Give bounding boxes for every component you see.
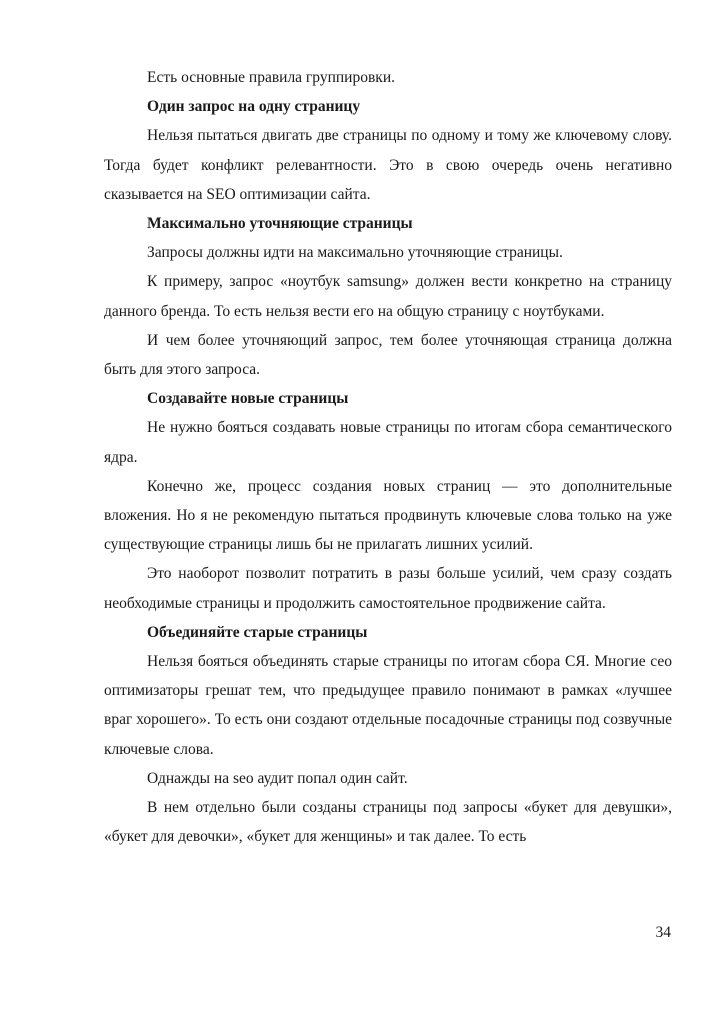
page-content [104,63,672,851]
paragraph: В нем отдельно были созданы страницы под запросы «букет для девушки», «букет для девочки», «букет для женщины» и так далее. То есть [104,799,672,846]
paragraph: Запросы должны идти на максимально уточняющие страницы. [147,244,563,262]
section-heading: Максимально уточняющие страницы [147,215,413,233]
section-heading: Создавайте новые страницы [147,390,349,408]
section-heading: Объединяйте старые страницы [147,623,368,641]
paragraph: Нельзя бояться объединять старые страницы по итогам сбора СЯ. Многие сео оптимизаторы грешат тем, что предыдущее правило понимают в рамках «лучшее враг хорошего». То есть они создают отдельные посадочные страницы под созвучные ключевые слова. [104,653,672,758]
paragraph: И чем более уточняющий запрос, тем более уточняющая страница должна быть для этого запроса. [104,331,672,379]
paragraph: Однажды на seo аудит попал один сайт. [147,769,408,787]
paragraph: Это наоборот позволит потратить в разы больше усилий, чем сразу создать необходимые страницы и продолжить самостоятельное продвижение сайта. [104,565,672,612]
paragraph: Не нужно бояться создавать новые страницы по итогам сбора семантического ядра. [104,419,672,466]
section-heading: Один запрос на одну страницу [147,98,361,116]
paragraph: Конечно же, процесс создания новых страниц — это дополнительные вложения. Но я не рекомендую пытаться продвинуть ключевые слова только на уже существующие страницы лишь бы не прилагать лишних усилий. [104,477,672,554]
paragraph: К примеру, запрос «ноутбук samsung» должен вести конкретно на страницу данного бренда. То есть нельзя вести его на общую страницу с ноутбуками. [104,273,672,320]
paragraph: Нельзя пытаться двигать две страницы по одному и тому же ключевому слову. Тогда будет конфликт релевантности. Это в свою очередь очень негативно сказывается на SEO оптимизации сайта. [104,127,672,203]
paragraph: Есть основные правила группировки. [147,69,395,86]
page-number: 34 [655,924,671,941]
